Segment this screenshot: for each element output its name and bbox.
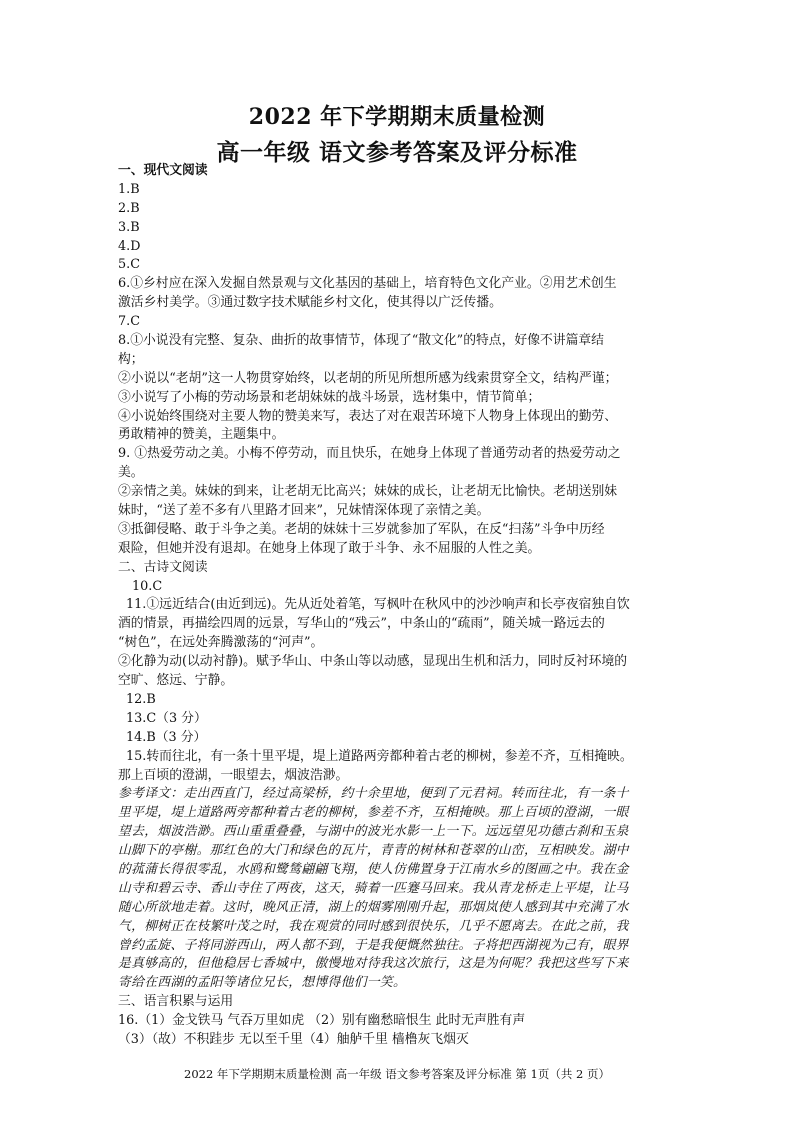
text-line: 10.C (132, 578, 163, 594)
text-line: 1.B (118, 181, 140, 197)
text-line: 13.C（3 分） (126, 710, 207, 726)
text-line: 构； (118, 351, 144, 367)
text-line: 空旷、悠远、宁静。 (118, 673, 234, 689)
text-line: 6.①乡村应在深入发掘自然景观与文化基因的基础上，培育特色文化产业。②用艺术创生 (118, 276, 617, 292)
text-line: 12.B (126, 691, 156, 707)
text-line: ②亲情之美。妹妹的到来，让老胡无比高兴；妹妹的成长，让老胡无比愉快。老胡送别妹 (118, 484, 618, 500)
text-line: 激活乡村美学。③通过数字技术赋能乡村文化，使其得以广泛传播。 (118, 295, 502, 311)
text-line: 三、语言积累与运用 (118, 994, 234, 1010)
text-line: 随心所欲地走着。这时，晚风正清，湖上的烟雾刚刚升起，那烟岚使人感到其中充满了水 (118, 899, 629, 915)
text-line: 美。 (118, 465, 144, 481)
text-line: ③抵御侵略、敢于斗争之美。老胡的妹妹十三岁就参加了军队，在反“扫荡”斗争中历经 (118, 521, 605, 537)
page-footer: 2022 年下学期期末质量检测 高一年级 语文参考答案及评分标准 第 1页（共 2 页） (184, 1067, 610, 1081)
text-line: 3.B (118, 219, 140, 235)
document-subtitle: 高一年级 语文参考答案及评分标准 (216, 139, 578, 166)
section-heading: 一、现代文阅读 (118, 163, 208, 178)
text-line: 16.（1）金戈铁马 气吞万里如虎 （2）别有幽愁暗恨生 此时无声胜有声 (118, 1013, 526, 1029)
text-line: 妹时，“送了差不多有八里路才回来”，兄妹情深体现了亲情之美。 (118, 503, 490, 519)
text-line: 里平堤，堤上道路两旁都种着古老的柳树，参差不齐，互相掩映。那上百顷的澄湖，一眼 (118, 805, 629, 821)
text-line: 艰险，但她并没有退却。在她身上体现了敢于斗争、永不屈服的人性之美。 (118, 540, 541, 556)
text-line: “树色”，在远处奔腾激荡的“河声”。 (118, 635, 324, 651)
text-line: 5.C (118, 257, 141, 273)
text-line: 参考译文：走出西直门，经过高梁桥，约十余里地，便到了元君祠。转而往北，有一条十 (118, 786, 629, 802)
text-line: 酒的情景，再描绘四周的远景，写华山的“残云”，中条山的“疏雨”，随关城一路远去的 (118, 616, 605, 632)
text-line: 气，柳树正在枝繁叶茂之时，我在观赏的同时感到很快乐，几乎不愿离去。在此之前，我 (118, 918, 629, 934)
text-line: ②小说以“老胡”这一人物贯穿始终，以老胡的所见所想所感为线索贯穿全文，结构严谨； (118, 370, 618, 386)
text-line: 14.B（3 分） (126, 729, 207, 745)
text-line: ③小说写了小梅的劳动场景和老胡妹妹的战斗场景，选材集中，情节简单； (118, 389, 541, 405)
text-line: 曾约孟旋、子将同游西山，两人都不到，于是我便慨然独往。子将把西湖视为己有，眼界 (118, 937, 629, 953)
text-line: 勇敢精神的赞美，主题集中。 (118, 427, 285, 443)
text-line: ②化静为动(以动衬静)。赋予华山、中条山等以动感，显现出生机和活力，同时反衬环境的 (118, 654, 628, 670)
document-title: 2022 年下学期期末质量检测 (248, 104, 546, 130)
text-line: 山寺和碧云寺、香山寺住了两夜，这天，骑着一匹蹇马回来。我从青龙桥走上平堤，让马 (118, 880, 629, 896)
text-line: 7.C (118, 314, 141, 330)
text-line: 的菰蒲长得很零乱，水鸥和鹭鸶翩翩飞翔，使人仿佛置身于江南水乡的图画之中。我在金 (118, 861, 629, 877)
text-line: 4.D (118, 238, 141, 254)
text-line: （3）（故）不积跬步 无以至千里（4）舳舻千里 樯橹灰飞烟灭 (118, 1031, 469, 1047)
text-line: 望去，烟波浩渺。西山重重叠叠，与湖中的波光水影一上一下。远远望见功德古刹和玉泉 (118, 824, 629, 840)
text-line: 二、古诗文阅读 (118, 559, 208, 575)
answer-content (118, 162, 678, 1050)
text-line: 15.转而往北，有一条十里平堤，堤上道路两旁都种着古老的柳树，参差不齐，互相掩映。 (126, 748, 633, 764)
text-line: 8.①小说没有完整、复杂、曲折的故事情节，体现了“散文化”的特点，好像不讲篇章结 (118, 333, 604, 349)
text-line: 寄给在西湖的孟阳等诸位兄长，想博得他们一笑。 (118, 975, 407, 991)
text-line: 2.B (118, 200, 140, 216)
text-line: 山脚下的亭榭。那红色的大门和绿色的瓦片，青青的树林和苍翠的山峦，互相映发。湖中 (118, 843, 629, 859)
text-line: 11.①远近结合(由近到远)。先从近处着笔，写枫叶在秋风中的沙沙响声和长亭夜宿独自饮 (126, 597, 630, 613)
text-line: 那上百顷的澄湖，一眼望去，烟波浩渺。 (118, 767, 349, 783)
text-line: ④小说始终围绕对主要人物的赞美来写，表达了对在艰苦环境下人物身上体现出的勤劳、 (118, 408, 618, 424)
text-line: 9. ①热爱劳动之美。小梅不停劳动，而且快乐，在她身上体现了普通劳动者的热爱劳动之 (118, 446, 621, 462)
text-line: 是真够高的，但他稳居七香城中，傲慢地对待我这次旅行，这是为何呢？我把这些写下来 (118, 956, 629, 972)
